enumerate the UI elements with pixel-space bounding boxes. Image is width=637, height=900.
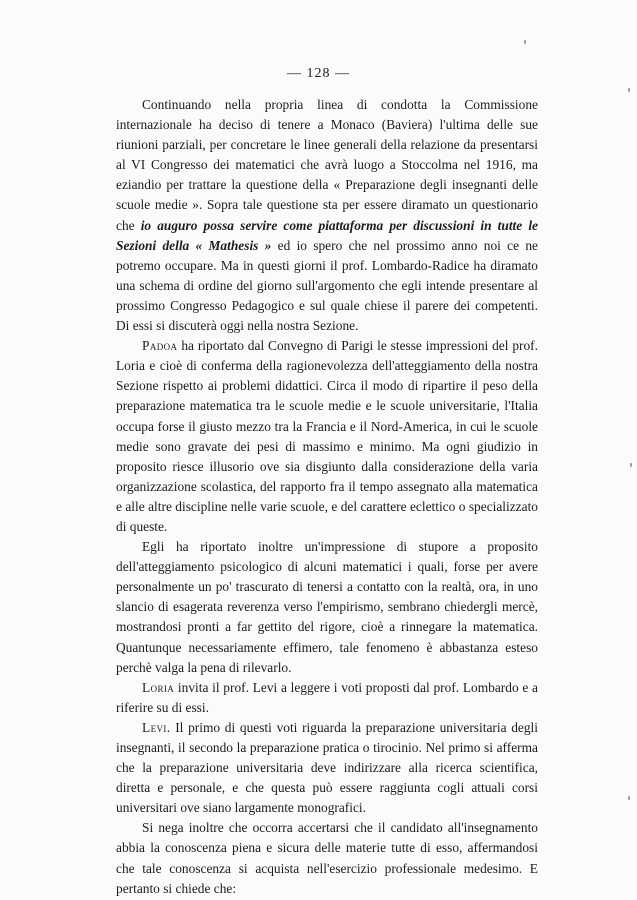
- paragraph-loria: [116, 678, 538, 718]
- speaker-name: Levi.: [142, 719, 171, 735]
- italic-emphasis: io auguro possa servire come piattaforma per discussioni in tutte le Sezioni della « Mathesis »: [116, 217, 538, 253]
- paragraph-text: Egli ha riportato inoltre un'impressione di stupore a proposito dell'atteggiamento psicologico di alcuni matematici i quali, forse per avere personalmente un po' trascurato di tenersi a contatto con la realtà, ora, in uno slancio di esagerata reverenza verso l'empirismo, sembrano chiedergli mercè, mostrandosi pronti a far gettito del rigore, cioè a rinnegare la matematica. Quantunque necessariamente effimero, tale fenomeno è abbastanza esteso perchè valga la pena di rilevarlo.: [116, 539, 538, 675]
- speaker-name: Padoa: [142, 338, 178, 354]
- scan-speck: [524, 40, 526, 44]
- paragraph-levi: [116, 718, 538, 818]
- paragraph-text: ed io spero che nel prossimo anno noi ce ne potremo occupare. Ma in questi giorni il prof. Lombardo-Radice ha diramato una schema di ordine del giorno sull'argomento che egli intende presentare al prossimo Congresso Pedagogico e sul quale chiese il parere dei competenti. Di essi si discuterà oggi nella nostra Sezione.: [116, 237, 538, 334]
- paragraph-text: Il primo di questi voti riguarda la preparazione universitaria degli insegnanti, il secondo la preparazione pratica o tirocinio. Nel primo si afferma che la preparazione universitaria deve indirizzare alla ricerca scientifica, diretta e personale, e che questa può essere raggiunta cogli attuali corsi universitari ove siano largamente monografici.: [116, 719, 538, 816]
- paragraph-commissione: [116, 95, 538, 336]
- paragraph-text: Si nega inoltre che occorra accertarsi che il candidato all'insegnamento abbia la conoscenza piena e sicura delle materie tutte di esso, affermandosi che tale conoscenza si acquista nell'esercizio professionale medesimo. E pertanto si chiede che:: [116, 820, 538, 896]
- page-number: — 128 —: [287, 66, 350, 81]
- speaker-name: Loria: [142, 679, 175, 695]
- paragraph-text: invita il prof. Levi a leggere i voti proposti dal prof. Lombardo e a riferire su di essi.: [116, 679, 538, 715]
- paragraph-text: ha riportato dal Convegno di Parigi le stesse impressioni del prof. Loria e cioè di conferma della ragionevolezza dell'atteggiamento della nostra Sezione rispetto ai problemi didattici. Circa il modo di ripartire il peso della preparazione matematica tra le scuole medie e le scuole universitarie, l'Italia occupa forse il giusto mezzo tra la Francia e il Nord-America, in cui le scuole medie sono gravate dei pesi di massimo e minimo. Ma ogni giudizio in proposito riesce illusorio ove sia disgiunto dalla considerazione della varia organizzazione scolastica, del rapporto fra il tempo assegnato alla matematica e alle altre discipline nelle varie scuole, e del carattere eclettico o specializzato di queste.: [116, 338, 538, 534]
- paragraph-impressione: [116, 537, 538, 678]
- paragraph-padoa: [116, 336, 538, 537]
- body-text: [116, 95, 538, 899]
- scan-speck: [628, 796, 630, 800]
- scan-speck: [628, 88, 630, 92]
- paragraph-text: Continuando nella propria linea di condotta la Commissione internazionale ha deciso di tenere a Monaco (Baviera) l'ultima delle sue riunioni parziali, per concretare le linee generali della relazione da presentarsi al VI Congresso dei matematici che avrà luogo a Stoccolma nel 1916, ma eziandio per trattare la questione della « Preparazione degli insegnanti delle scuole medie ». Sopra tale questione sta per essere diramato un questionario che: [116, 97, 538, 233]
- scan-speck: [630, 463, 632, 467]
- paragraph-conoscenza: [116, 818, 538, 898]
